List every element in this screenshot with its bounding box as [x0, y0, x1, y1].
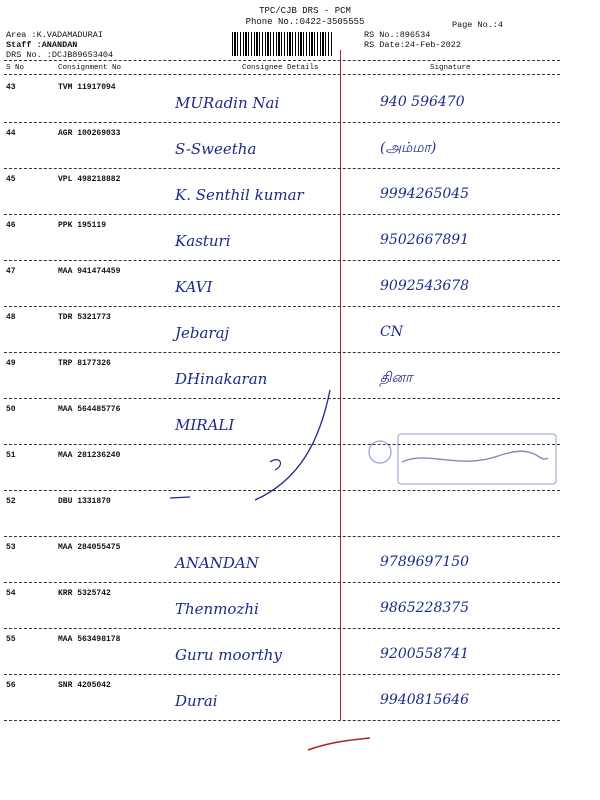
row-consignment-no: TRP 8177326 [58, 359, 111, 368]
row-consignee: Kasturi [175, 232, 231, 250]
row-consignment-no: DBU 1331870 [58, 497, 111, 506]
row-sno: 54 [6, 589, 16, 598]
row-signature: 9502667891 [380, 232, 470, 248]
row-sno: 51 [6, 451, 16, 460]
phone-number: Phone No.:0422-3505555 [245, 17, 365, 27]
row-consignment-no: SNR 4205042 [58, 681, 111, 690]
row-consignment-no: MAA 564485776 [58, 405, 121, 414]
row-sno: 52 [6, 497, 16, 506]
col-sno: S No [6, 64, 25, 72]
staff-label: Staff :ANANDAN [6, 40, 78, 50]
row-sno: 46 [6, 221, 16, 230]
row-consignment-no: KRR 5325742 [58, 589, 111, 598]
row-consignment-no: AGR 100269033 [58, 129, 121, 138]
row-consignee: DHinakaran [175, 370, 268, 388]
row-sno: 56 [6, 681, 16, 690]
drs-number: DRS No. :DCJB89653404 [6, 50, 114, 60]
row-consignee: S-Sweetha [175, 140, 257, 158]
row-consignee: KAVI [175, 278, 213, 296]
col-signature: Signature [430, 64, 471, 72]
row-consignment-no: TVM 11917094 [58, 83, 116, 92]
row-signature: 9092543678 [380, 278, 470, 294]
row-consignment-no: TDR 5321773 [58, 313, 111, 322]
pen-stroke [170, 497, 190, 498]
row-signature: 9789697150 [380, 554, 470, 570]
row-signature: 9200558741 [380, 646, 470, 662]
row-sno: 53 [6, 543, 16, 552]
page-number: Page No.:4 [452, 20, 504, 30]
row-signature: (அம்மா) [380, 140, 437, 156]
row-sno: 45 [6, 175, 16, 184]
row-consignment-no: MAA 941474459 [58, 267, 121, 276]
row-sno: 55 [6, 635, 16, 644]
row-consignee: Durai [175, 692, 218, 710]
row-consignment-no: VPL 498218882 [58, 175, 121, 184]
row-consignee: K. Senthil kumar [175, 186, 304, 204]
row-sno: 44 [6, 129, 16, 138]
col-consignment: Consignment No [58, 64, 122, 72]
row-consignee: MIRALI [175, 416, 235, 434]
rs-date: RS Date:24-Feb-2022 [364, 40, 461, 50]
row-consignment-no: MAA 563498178 [58, 635, 121, 644]
pen-stroke [270, 460, 280, 470]
row-signature: 9865228375 [380, 600, 470, 616]
row-signature: 940 596470 [380, 94, 465, 110]
row-consignee: Jebaraj [175, 324, 230, 342]
area-label: Area :K.VADAMADURAI [6, 30, 103, 40]
pen-stroke [255, 390, 330, 500]
row-consignment-no: PPK 195119 [58, 221, 107, 230]
row-sno: 50 [6, 405, 16, 414]
row-consignee: Guru moorthy [175, 646, 282, 664]
col-consignee: Consignee Details [242, 64, 319, 72]
doc-title: TPC/CJB DRS - PCM [259, 6, 351, 16]
row-consignee: ANANDAN [175, 554, 259, 572]
red-pen-stroke [308, 738, 370, 750]
row-signature: CN [380, 324, 403, 340]
row-signature: 9940815646 [380, 692, 470, 708]
rs-number: RS No.:896534 [364, 30, 431, 40]
row-consignee: MURadin Nai [175, 94, 280, 112]
row-consignment-no: MAA 281236240 [58, 451, 121, 460]
row-sno: 43 [6, 83, 16, 92]
row-sno: 47 [6, 267, 16, 276]
row-consignment-no: MAA 284055475 [58, 543, 121, 552]
row-consignee: Thenmozhi [175, 600, 259, 618]
row-signature: தினா [380, 370, 413, 386]
row-sno: 48 [6, 313, 16, 322]
row-signature: 9994265045 [380, 186, 470, 202]
row-sno: 49 [6, 359, 16, 368]
